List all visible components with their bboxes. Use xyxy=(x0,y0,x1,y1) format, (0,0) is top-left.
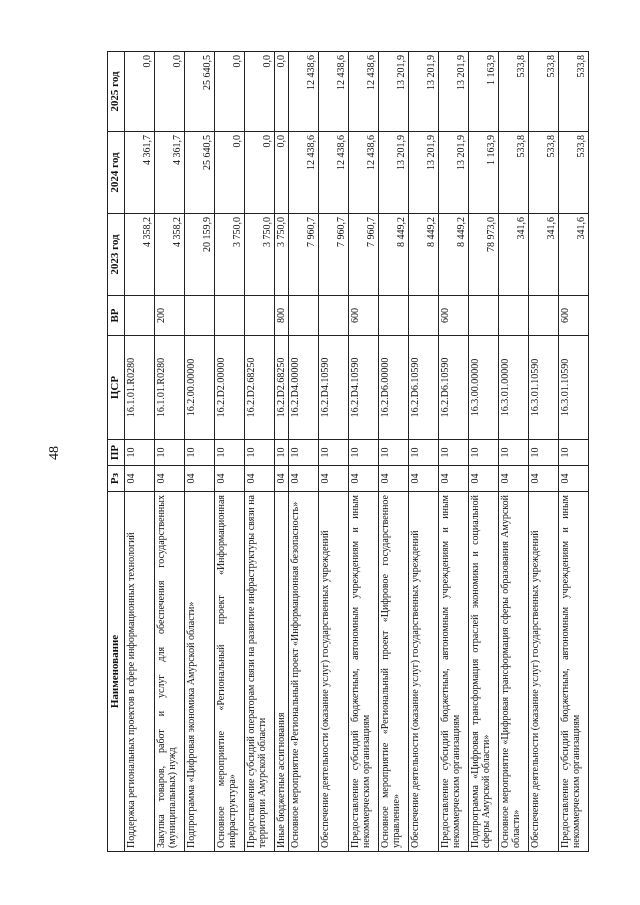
cell-2023: 3 750,0 xyxy=(245,214,275,296)
cell-vr: 600 xyxy=(559,296,589,336)
cell-csr: 16.2.D2.68250 xyxy=(275,336,289,440)
cell-name: Основное мероприятие «Цифровая трансформация сферы образования Амурской области» xyxy=(499,492,529,852)
cell-name: Обеспечение деятельности (оказание услуг) государственных учреждений xyxy=(319,492,349,852)
cell-vr xyxy=(125,296,155,336)
cell-pr: 10 xyxy=(155,440,185,466)
cell-2024: 4 361,7 xyxy=(125,132,155,214)
cell-2024: 1 163,9 xyxy=(469,132,499,214)
cell-2025: 0,0 xyxy=(125,52,155,132)
cell-2023: 341,6 xyxy=(499,214,529,296)
cell-2025: 0,0 xyxy=(155,52,185,132)
cell-2023: 20 159,9 xyxy=(185,214,215,296)
cell-2024: 12 438,6 xyxy=(349,132,379,214)
cell-csr: 16.2.D6.10590 xyxy=(439,336,469,440)
cell-vr xyxy=(245,296,275,336)
header-2024: 2024 год xyxy=(108,132,125,214)
header-csr: ЦСР xyxy=(108,336,125,440)
cell-csr: 16.1.01.R0280 xyxy=(125,336,155,440)
table-row xyxy=(319,52,349,852)
table-row xyxy=(499,52,529,852)
cell-vr xyxy=(529,296,559,336)
cell-2023: 341,6 xyxy=(559,214,589,296)
cell-rz: 04 xyxy=(529,466,559,492)
cell-csr: 16.2.D2.00000 xyxy=(215,336,245,440)
rotated-table-frame xyxy=(107,52,587,852)
cell-rz: 04 xyxy=(559,466,589,492)
cell-pr: 10 xyxy=(245,440,275,466)
cell-2024: 13 201,9 xyxy=(439,132,469,214)
cell-rz: 04 xyxy=(379,466,409,492)
table-row xyxy=(529,52,559,852)
table-row xyxy=(559,52,589,852)
table-row xyxy=(125,52,155,852)
cell-name: Основное мероприятие «Региональный проект «Информационная безопасность» xyxy=(289,492,319,852)
cell-2025: 13 201,9 xyxy=(379,52,409,132)
cell-2025: 13 201,9 xyxy=(439,52,469,132)
cell-2024: 25 640,5 xyxy=(185,132,215,214)
cell-2023: 4 358,2 xyxy=(125,214,155,296)
cell-name: Основное мероприятие «Региональный проект «Цифровое государственное управление» xyxy=(379,492,409,852)
table-row xyxy=(155,52,185,852)
cell-csr: 16.3.01.10590 xyxy=(529,336,559,440)
cell-rz: 04 xyxy=(275,466,289,492)
cell-2023: 8 449,2 xyxy=(439,214,469,296)
cell-2023: 8 449,2 xyxy=(379,214,409,296)
cell-2025: 533,8 xyxy=(529,52,559,132)
cell-2023: 4 358,2 xyxy=(155,214,185,296)
cell-2025: 1 163,9 xyxy=(469,52,499,132)
cell-2023: 8 449,2 xyxy=(409,214,439,296)
cell-csr: 16.2.D4.10590 xyxy=(319,336,349,440)
cell-2025: 0,0 xyxy=(275,52,289,132)
cell-pr: 10 xyxy=(319,440,349,466)
cell-2023: 341,6 xyxy=(529,214,559,296)
cell-pr: 10 xyxy=(439,440,469,466)
cell-2025: 533,8 xyxy=(499,52,529,132)
header-2023: 2023 год xyxy=(108,214,125,296)
cell-2025: 0,0 xyxy=(215,52,245,132)
cell-vr: 200 xyxy=(155,296,185,336)
cell-pr: 10 xyxy=(275,440,289,466)
cell-pr: 10 xyxy=(499,440,529,466)
table-header-row xyxy=(108,52,125,852)
cell-pr: 10 xyxy=(215,440,245,466)
budget-table-container xyxy=(107,52,640,848)
cell-csr: 16.3.01.10590 xyxy=(559,336,589,440)
cell-vr: 600 xyxy=(349,296,379,336)
cell-csr: 16.2.D4.00000 xyxy=(289,336,319,440)
cell-vr: 800 xyxy=(275,296,289,336)
table-row xyxy=(349,52,379,852)
cell-2025: 13 201,9 xyxy=(409,52,439,132)
cell-vr xyxy=(379,296,409,336)
cell-2024: 533,8 xyxy=(529,132,559,214)
cell-rz: 04 xyxy=(319,466,349,492)
cell-vr xyxy=(215,296,245,336)
cell-vr: 600 xyxy=(439,296,469,336)
table-row xyxy=(275,52,289,852)
cell-2025: 25 640,5 xyxy=(185,52,215,132)
cell-2025: 12 438,6 xyxy=(319,52,349,132)
header-rz: Рз xyxy=(108,466,125,492)
cell-csr: 16.3.01.00000 xyxy=(499,336,529,440)
cell-csr: 16.1.01.R0280 xyxy=(155,336,185,440)
cell-2025: 12 438,6 xyxy=(289,52,319,132)
cell-name: Поддержка региональных проектов в сфере информационных технологий xyxy=(125,492,155,852)
cell-pr: 10 xyxy=(469,440,499,466)
cell-pr: 10 xyxy=(185,440,215,466)
cell-2023: 7 960,7 xyxy=(319,214,349,296)
cell-pr: 10 xyxy=(409,440,439,466)
cell-pr: 10 xyxy=(349,440,379,466)
cell-2023: 78 973,0 xyxy=(469,214,499,296)
table-body xyxy=(125,52,589,852)
cell-name: Закупка товаров, работ и услуг для обеспечения государственных (муниципальных) нужд xyxy=(155,492,185,852)
cell-csr: 16.3.00.00000 xyxy=(469,336,499,440)
header-name: Наименование xyxy=(108,492,125,852)
cell-rz: 04 xyxy=(349,466,379,492)
cell-2024: 0,0 xyxy=(215,132,245,214)
cell-2024: 0,0 xyxy=(275,132,289,214)
cell-name: Иные бюджетные ассигнования xyxy=(275,492,289,852)
cell-2023: 3 750,0 xyxy=(275,214,289,296)
cell-rz: 04 xyxy=(439,466,469,492)
cell-csr: 16.2.00.00000 xyxy=(185,336,215,440)
cell-2025: 12 438,6 xyxy=(349,52,379,132)
page-number: 48 xyxy=(47,446,62,460)
table-row xyxy=(245,52,275,852)
cell-2024: 12 438,6 xyxy=(319,132,349,214)
cell-rz: 04 xyxy=(125,466,155,492)
cell-rz: 04 xyxy=(155,466,185,492)
table-row xyxy=(469,52,499,852)
cell-csr: 16.2.D2.68250 xyxy=(245,336,275,440)
table-row xyxy=(215,52,245,852)
table-row xyxy=(379,52,409,852)
cell-rz: 04 xyxy=(469,466,499,492)
cell-pr: 10 xyxy=(379,440,409,466)
table-row xyxy=(409,52,439,852)
cell-rz: 04 xyxy=(185,466,215,492)
cell-rz: 04 xyxy=(499,466,529,492)
cell-name: Предоставление субсидий операторам связи на развитие инфраструктуры связи на территории Амурской области xyxy=(245,492,275,852)
table-row xyxy=(289,52,319,852)
cell-vr xyxy=(319,296,349,336)
table-row xyxy=(439,52,469,852)
cell-2024: 12 438,6 xyxy=(289,132,319,214)
cell-csr: 16.2.D6.00000 xyxy=(379,336,409,440)
cell-name: Основное мероприятие «Региональный проект «Информационная инфраструктура» xyxy=(215,492,245,852)
cell-csr: 16.2.D4.10590 xyxy=(349,336,379,440)
cell-csr: 16.2.D6.10590 xyxy=(409,336,439,440)
cell-name: Предоставление субсидий бюджетным, автономным учреждениям и иным некоммерческим организациям xyxy=(559,492,589,852)
cell-2023: 7 960,7 xyxy=(349,214,379,296)
table-row xyxy=(185,52,215,852)
cell-rz: 04 xyxy=(215,466,245,492)
cell-2024: 13 201,9 xyxy=(409,132,439,214)
cell-2025: 0,0 xyxy=(245,52,275,132)
cell-name: Предоставление субсидий бюджетным, автономным учреждениям и иным некоммерческим организациям xyxy=(439,492,469,852)
cell-pr: 10 xyxy=(529,440,559,466)
cell-pr: 10 xyxy=(125,440,155,466)
cell-pr: 10 xyxy=(289,440,319,466)
cell-name: Обеспечение деятельности (оказание услуг) государственных учреждений xyxy=(409,492,439,852)
cell-name: Предоставление субсидий бюджетным, автономным учреждениям и иным некоммерческим организациям xyxy=(349,492,379,852)
cell-2024: 533,8 xyxy=(499,132,529,214)
header-2025: 2025 год xyxy=(108,52,125,132)
cell-2025: 533,8 xyxy=(559,52,589,132)
cell-pr: 10 xyxy=(559,440,589,466)
cell-2024: 4 361,7 xyxy=(155,132,185,214)
header-vr: ВР xyxy=(108,296,125,336)
cell-2023: 7 960,7 xyxy=(289,214,319,296)
cell-name: Подпрограмма «Цифровая экономика Амурской области» xyxy=(185,492,215,852)
cell-vr xyxy=(185,296,215,336)
cell-vr xyxy=(469,296,499,336)
header-pr: ПР xyxy=(108,440,125,466)
budget-table xyxy=(107,51,589,852)
cell-name: Подпрограмма «Цифровая трансформация отраслей экономики и социальной сферы Амурской области» xyxy=(469,492,499,852)
cell-2024: 533,8 xyxy=(559,132,589,214)
cell-vr xyxy=(289,296,319,336)
cell-rz: 04 xyxy=(289,466,319,492)
cell-rz: 04 xyxy=(245,466,275,492)
cell-2024: 0,0 xyxy=(245,132,275,214)
cell-rz: 04 xyxy=(409,466,439,492)
cell-2024: 13 201,9 xyxy=(379,132,409,214)
cell-name: Обеспечение деятельности (оказание услуг) государственных учреждений xyxy=(529,492,559,852)
cell-2023: 3 750,0 xyxy=(215,214,245,296)
cell-vr xyxy=(499,296,529,336)
cell-vr xyxy=(409,296,439,336)
